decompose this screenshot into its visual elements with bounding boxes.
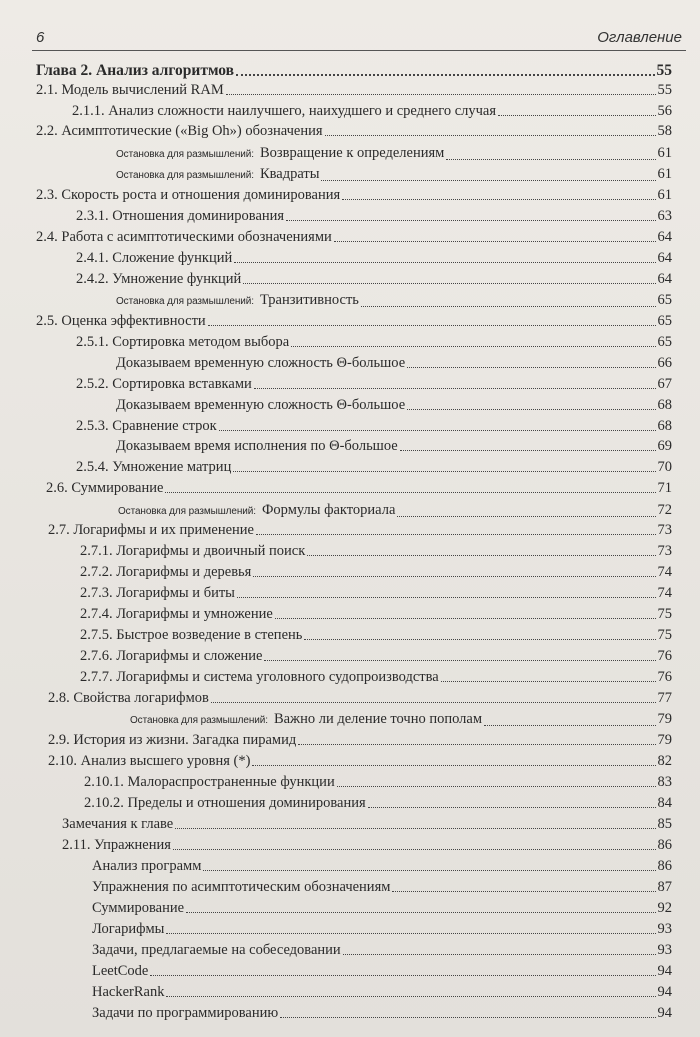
toc-entry-title: [80, 584, 235, 602]
toc-entry: [92, 878, 672, 896]
toc-entry-page: 94: [657, 984, 672, 1000]
toc-entry-text: Формулы факториала: [261, 502, 396, 518]
dot-leader: [243, 283, 655, 284]
toc-entry-page: 93: [657, 921, 672, 937]
toc-entry-title: [116, 291, 359, 311]
toc-entry-title: [92, 1004, 278, 1022]
toc-entry-page: 86: [657, 858, 672, 874]
toc-entry-page: 73: [657, 543, 672, 559]
toc-entry-title: [80, 605, 273, 623]
toc-entry: [36, 186, 672, 204]
toc-entry: [62, 815, 672, 833]
toc-entry-title: [76, 270, 241, 288]
toc-entry-title: [48, 731, 296, 749]
toc-entry-page: 74: [657, 585, 672, 601]
toc-entry-page: 64: [657, 250, 672, 266]
toc-entry-page: 73: [657, 522, 672, 538]
toc-entry-title: [116, 354, 405, 372]
toc-entry-title: [84, 773, 335, 791]
toc-entry-title: [118, 501, 395, 521]
toc-entry: [116, 291, 672, 311]
toc-entry-caption: Остановка для размышлений:: [116, 170, 254, 181]
toc-entry-page: 79: [657, 711, 672, 727]
dot-leader: [343, 954, 656, 955]
toc-entry-text: Суммирование: [92, 900, 185, 916]
toc-entry-title: [80, 668, 439, 686]
dot-leader: [484, 725, 655, 726]
dot-leader: [400, 450, 656, 451]
toc-entry-page: 56: [657, 103, 672, 119]
toc-entry-title: [80, 563, 251, 581]
toc-entry-text: 2.9. История из жизни. Загадка пирамид: [48, 732, 297, 748]
toc-entry-text: Важно ли деление точно пополам: [273, 711, 483, 727]
toc-entry-text: Задачи, предлагаемые на собеседовании: [92, 942, 341, 958]
toc-entry-title: [36, 81, 224, 99]
toc-entry-page: 70: [657, 459, 672, 475]
toc-entry-text: 2.10.2. Пределы и отношения доминирования: [84, 795, 366, 811]
toc-entry: [36, 228, 672, 246]
dot-leader: [256, 534, 656, 535]
toc-entry-title: [76, 417, 217, 435]
toc-entry-text: Транзитивность: [259, 292, 359, 308]
toc-entry-page: 94: [657, 963, 672, 979]
toc-entry: [62, 836, 672, 854]
toc-entry-title: [116, 437, 398, 455]
toc-entry-text: 2.2. Асимптотические («Big Oh») обозначения: [36, 123, 323, 139]
toc-entry-page: 65: [657, 334, 672, 350]
toc-entry: [92, 857, 672, 875]
toc-entry-title: [84, 794, 366, 812]
toc-entry: [48, 752, 672, 770]
toc-entry-page: 64: [657, 229, 672, 245]
toc-entry-text: 2.6. Суммирование: [46, 480, 164, 496]
toc-entry: [76, 249, 672, 267]
toc-entry-title: [36, 122, 323, 140]
toc-entry-text: 2.10. Анализ высшего уровня (*): [48, 753, 251, 769]
toc-entry: [80, 542, 672, 560]
dot-leader: [275, 618, 656, 619]
toc-entry-page: 61: [657, 166, 672, 182]
toc-entry: [130, 710, 672, 730]
toc-entry-text: Доказываем временную сложность Θ-большое: [116, 355, 406, 371]
dot-leader: [361, 306, 656, 307]
dot-leader: [307, 555, 655, 556]
toc-entry-text: 2.11. Упражнения: [62, 837, 171, 853]
toc-entry-page: 79: [657, 732, 672, 748]
toc-entry-text: 2.5.3. Сравнение строк: [76, 418, 217, 434]
dot-leader: [254, 388, 656, 389]
toc-entry-page: 74: [657, 564, 672, 580]
toc-entry: [116, 354, 672, 372]
toc-entry-title: [36, 186, 340, 204]
dot-leader: [252, 765, 655, 766]
toc-entry-text: 2.1.1. Анализ сложности наилучшего, наихудшего и среднего случая: [72, 103, 497, 119]
toc-entry-text: 2.7. Логарифмы и их применение: [48, 522, 254, 538]
toc-entry-title: [92, 962, 148, 980]
toc-entry-text: Доказываем временную сложность Θ-большое: [116, 397, 406, 413]
toc-entry-text: LeetCode: [92, 963, 149, 979]
toc-entry: [84, 773, 672, 791]
toc-entry-page: 92: [657, 900, 672, 916]
toc-entry-page: 71: [657, 480, 672, 496]
toc-entry: [92, 899, 672, 917]
dot-leader: [219, 430, 656, 431]
toc-entry: [76, 375, 672, 393]
toc-entry: [76, 207, 672, 225]
toc-entry: [92, 920, 672, 938]
dot-leader: [186, 912, 655, 913]
toc-entry-text: 2.3. Скорость роста и отношения доминирования: [36, 187, 341, 203]
toc-entry-caption: Остановка для размышлений:: [118, 506, 256, 517]
toc-entry-page: 83: [657, 774, 672, 790]
toc-entry-title: [46, 479, 163, 497]
dot-leader: [280, 1017, 655, 1018]
dot-leader: [253, 576, 655, 577]
toc-entry-text: 2.4. Работа с асимптотическими обозначениями: [36, 229, 332, 245]
toc-entry-page: 84: [657, 795, 672, 811]
toc-entry-text: 2.7.1. Логарифмы и двоичный поиск: [80, 543, 306, 559]
toc-entry-page: 68: [657, 397, 672, 413]
toc-entry-title: [92, 857, 201, 875]
dot-leader: [234, 262, 655, 263]
toc-entry: [84, 794, 672, 812]
toc-entry-text: Квадраты: [259, 166, 320, 182]
toc-entry: [116, 396, 672, 414]
toc-entry-page: 94: [657, 1005, 672, 1021]
page-header: [36, 22, 682, 46]
toc-entry-page: 75: [657, 606, 672, 622]
toc-entry-page: 61: [657, 187, 672, 203]
toc-entry-page: 93: [657, 942, 672, 958]
toc-entry-title: [36, 312, 206, 330]
toc-entry-title: [48, 752, 250, 770]
page-number: 6: [36, 29, 45, 46]
dot-leader: [166, 996, 655, 997]
toc-entry: [92, 962, 672, 980]
toc-entry: [72, 102, 672, 120]
toc-entry: [80, 647, 672, 665]
toc-entry-page: 69: [657, 438, 672, 454]
toc-entry-text: 2.5.4. Умножение матриц: [76, 459, 232, 475]
toc-entry-title: [92, 983, 164, 1001]
dot-leader: [407, 367, 655, 368]
toc-entry-text: Логарифмы: [92, 921, 165, 937]
toc-entry: [116, 165, 672, 185]
toc-entry: [80, 605, 672, 623]
toc-entry-text: Замечания к главе: [62, 816, 174, 832]
toc-entry-text: Доказываем время исполнения по Θ-большое: [116, 438, 398, 454]
dot-leader: [368, 807, 656, 808]
toc-entry: [92, 941, 672, 959]
toc-entry-caption: Остановка для размышлений:: [116, 296, 254, 307]
toc-entry: [118, 501, 672, 521]
toc-entry-page: 66: [657, 355, 672, 371]
dot-leader: [291, 346, 655, 347]
toc-entry-page: 82: [657, 753, 672, 769]
toc-entry-title: [80, 647, 262, 665]
toc-entry-text: 2.7.2. Логарифмы и деревья: [80, 564, 252, 580]
toc-entry-text: Возвращение к определениям: [259, 145, 445, 161]
dot-leader: [298, 744, 655, 745]
toc-entry-page: 76: [657, 648, 672, 664]
toc-entry-page: 87: [657, 879, 672, 895]
toc-entry-text: 2.7.4. Логарифмы и умножение: [80, 606, 273, 622]
toc-entry: [76, 458, 672, 476]
toc-entry-text: 2.7.5. Быстрое возведение в степень: [80, 627, 303, 643]
dot-leader: [150, 975, 655, 976]
toc-entry: [36, 122, 672, 140]
toc-entry: [46, 479, 672, 497]
toc-entry-title: [62, 836, 171, 854]
toc-entry-title: [76, 249, 232, 267]
toc-entry-caption: Остановка для размышлений:: [130, 715, 268, 726]
toc-entry-text: 2.4.2. Умножение функций: [76, 271, 242, 287]
toc-entry-page: 85: [657, 816, 672, 832]
toc-entry-title: [92, 920, 164, 938]
dot-leader: [175, 828, 655, 829]
toc-entry-page: 55: [656, 62, 672, 79]
dot-leader: [407, 409, 655, 410]
toc-entry-title: [116, 396, 405, 414]
toc-entry-text: 2.7.3. Логарифмы и биты: [80, 585, 235, 601]
toc-entry: [36, 81, 672, 99]
toc-entry-title: [92, 878, 390, 896]
toc-entry-page: 63: [657, 208, 672, 224]
toc-entry-page: 64: [657, 271, 672, 287]
toc-entry-title: [62, 815, 173, 833]
toc-entry-text: 2.8. Свойства логарифмов: [48, 690, 209, 706]
dot-leader: [264, 660, 655, 661]
toc-entry: [116, 437, 672, 455]
toc-entry-page: 65: [657, 313, 672, 329]
header-rule: [32, 50, 686, 51]
toc-entry-page: 75: [657, 627, 672, 643]
toc-entry-text: 2.10.1. Малораспространенные функции: [84, 774, 335, 790]
dot-leader: [334, 241, 656, 242]
dot-leader: [166, 933, 655, 934]
toc-entry-page: 67: [657, 376, 672, 392]
toc-entry: [48, 521, 672, 539]
dot-leader: [498, 115, 655, 116]
toc-entry-title: [130, 710, 482, 730]
toc-entry-title: [36, 62, 234, 80]
dot-leader: [325, 135, 656, 136]
toc-entry: [92, 983, 672, 1001]
toc-entry-text: Упражнения по асимптотическим обозначениям: [92, 879, 391, 895]
dot-leader: [233, 471, 655, 472]
dot-leader: [397, 516, 655, 517]
toc-entry-title: [80, 542, 305, 560]
dot-leader: [321, 180, 655, 181]
toc-entry: [80, 668, 672, 686]
toc-entry-page: 77: [657, 690, 672, 706]
toc-entry: [80, 563, 672, 581]
toc-entry-text: 2.7.6. Логарифмы и сложение: [80, 648, 263, 664]
toc-entry-page: 86: [657, 837, 672, 853]
toc-entry-text: 2.5.2. Сортировка вставками: [76, 376, 252, 392]
toc-entry-text: 2.7.7. Логарифмы и система уголовного судопроизводства: [80, 669, 439, 685]
toc-entry-caption: Остановка для размышлений:: [116, 149, 254, 160]
toc-entry: [76, 333, 672, 351]
dot-leader: [208, 325, 656, 326]
dot-leader: [236, 74, 654, 76]
toc-entry: [76, 417, 672, 435]
toc-entry-text: HackerRank: [92, 984, 165, 1000]
toc-entry: [116, 144, 672, 164]
toc-entry-page: 72: [657, 502, 672, 518]
dot-leader: [237, 597, 656, 598]
toc-entry-title: [72, 102, 496, 120]
dot-leader: [446, 159, 655, 160]
toc-entry: [36, 312, 672, 330]
dot-leader: [203, 870, 655, 871]
toc-entry-title: [92, 941, 341, 959]
dot-leader: [165, 492, 655, 493]
dot-leader: [304, 639, 655, 640]
toc-entry-page: 61: [657, 145, 672, 161]
dot-leader: [173, 849, 656, 850]
toc-entry: [76, 270, 672, 288]
dot-leader: [337, 786, 656, 787]
dot-leader: [226, 94, 656, 95]
toc-chapter-entry: [36, 62, 672, 80]
toc-entry-page: 76: [657, 669, 672, 685]
toc-entry-title: [116, 144, 444, 164]
toc-entry-page: 55: [657, 82, 672, 98]
toc-entry: [80, 626, 672, 644]
toc-entry-page: 58: [657, 123, 672, 139]
toc-entry-text: 2.1. Модель вычислений RAM: [36, 82, 224, 98]
toc-entry: [48, 731, 672, 749]
toc-entry-title: [48, 521, 254, 539]
toc-entry-text: 2.5. Оценка эффективности: [36, 313, 206, 329]
toc-entry-text: 2.3.1. Отношения доминирования: [76, 208, 285, 224]
toc-entry-text: Глава 2. Анализ алгоритмов: [36, 62, 235, 79]
toc-entry-text: Задачи по программированию: [92, 1005, 279, 1021]
dot-leader: [392, 891, 655, 892]
dot-leader: [342, 199, 655, 200]
dot-leader: [286, 220, 655, 221]
toc-entry-title: [48, 689, 209, 707]
dot-leader: [211, 702, 656, 703]
dot-leader: [441, 681, 656, 682]
toc-entry: [92, 1004, 672, 1022]
toc-entry: [48, 689, 672, 707]
toc-entry-title: [116, 165, 319, 185]
toc-entry-text: 2.5.1. Сортировка методом выбора: [76, 334, 290, 350]
toc-entry-title: [36, 228, 332, 246]
toc-entry-text: Анализ программ: [92, 858, 202, 874]
toc-entry-title: [76, 458, 231, 476]
toc-entry-title: [76, 375, 252, 393]
toc-entry: [80, 584, 672, 602]
toc-entry-page: 68: [657, 418, 672, 434]
toc-entry-title: [76, 333, 289, 351]
toc-entry-page: 65: [657, 292, 672, 308]
toc-entry-text: 2.4.1. Сложение функций: [76, 250, 233, 266]
toc-entry-title: [76, 207, 284, 225]
running-title: Оглавление: [597, 29, 682, 46]
toc-entry-title: [92, 899, 184, 917]
toc-entry-title: [80, 626, 302, 644]
